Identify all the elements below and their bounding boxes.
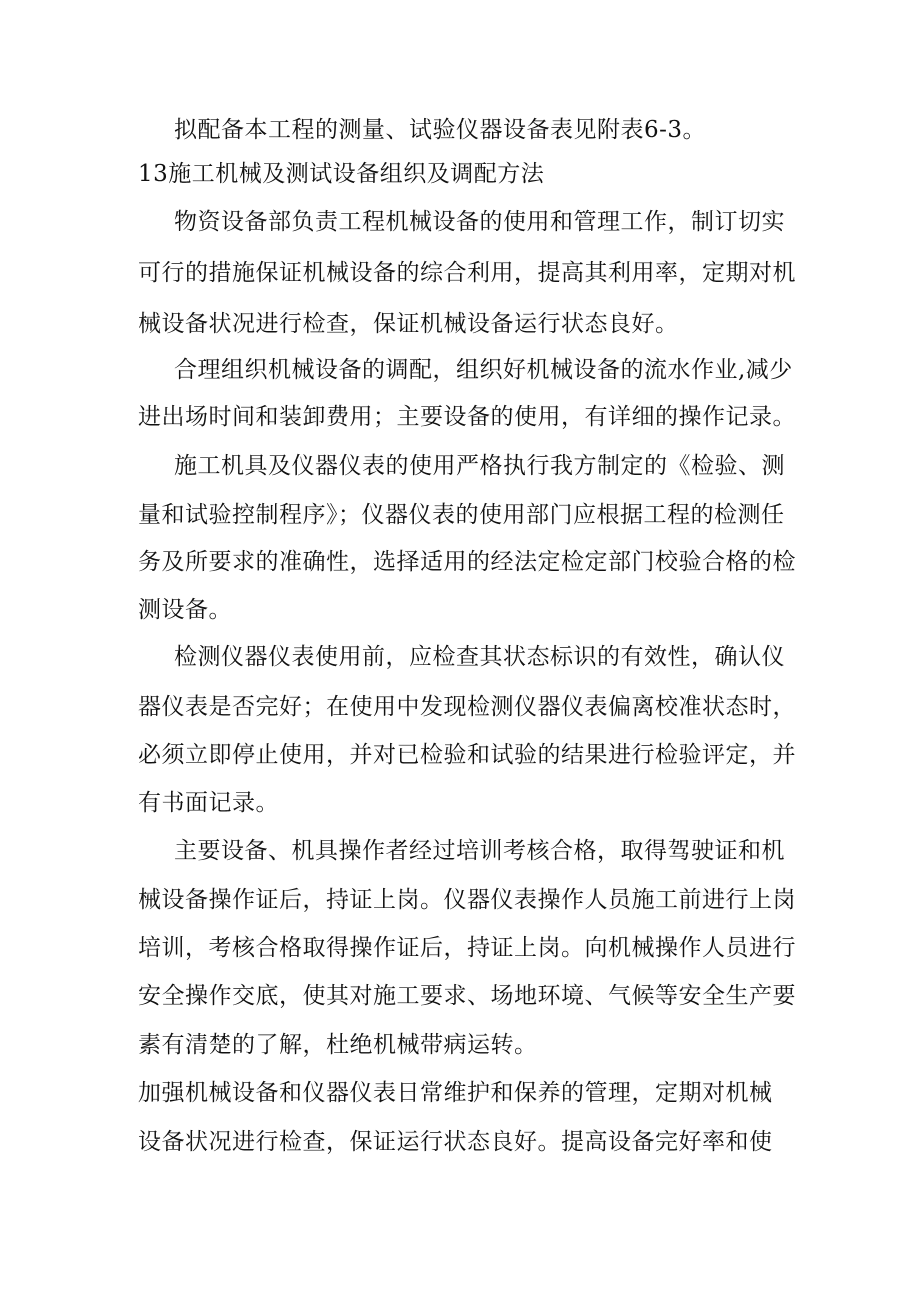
paragraph-line: 拟配备本工程的测量、试验仪器设备表见附表6-3。 (174, 117, 707, 143)
paragraph-line: 有书面记录。 (138, 790, 279, 816)
section-heading: 13施工机械及测试设备组织及调配方法 (138, 161, 545, 187)
paragraph-line: 测设备。 (138, 597, 232, 623)
paragraph-line: 器仪表是否完好；在使用中发现检测仪器仪表偏离校准状态时， (138, 694, 796, 720)
paragraph-line: 械设备状况进行检查，保证机械设备运行状态良好。 (138, 311, 679, 337)
paragraph-line: 设备状况进行检查，保证运行状态良好。提高设备完好率和使 (138, 1129, 773, 1155)
paragraph-line: 主要设备、机具操作者经过培训考核合格，取得驾驶证和机 (174, 838, 785, 864)
paragraph-line: 械设备操作证后，持证上岗。仪器仪表操作人员施工前进行上岗 (138, 887, 796, 913)
paragraph-line: 务及所要求的准确性，选择适用的经法定检定部门校验合格的检 (138, 549, 796, 575)
paragraph-line: 培训，考核合格取得操作证后，持证上岗。向机械操作人员进行 (138, 935, 796, 961)
paragraph-line: 必须立即停止使用，并对已检验和试验的结果进行检验评定，并 (138, 742, 796, 768)
paragraph-line: 安全操作交底，使其对施工要求、场地环境、气候等安全生产要 (138, 983, 796, 1009)
paragraph-line: 合理组织机械设备的调配，组织好机械设备的流水作业,减少 (174, 357, 793, 383)
paragraph-line: 量和试验控制程序》；仪器仪表的使用部门应根据工程的检测任 (138, 502, 785, 528)
paragraph-line: 施工机具及仪器仪表的使用严格执行我方制定的《检验、测 (174, 453, 785, 479)
paragraph-line: 素有清楚的了解，杜绝机械带病运转。 (138, 1032, 538, 1058)
paragraph-line: 物资设备部负责工程机械设备的使用和管理工作，制订切实 (174, 209, 785, 235)
paragraph-line: 检测仪器仪表使用前，应检查其状态标识的有效性，确认仪 (174, 644, 785, 670)
paragraph-line: 可行的措施保证机械设备的综合利用，提高其利用率，定期对机 (138, 260, 796, 286)
paragraph-line: 加强机械设备和仪器仪表日常维护和保养的管理，定期对机械 (138, 1080, 773, 1106)
paragraph-line: 进出场时间和装卸费用；主要设备的使用，有详细的操作记录。 (138, 404, 796, 430)
